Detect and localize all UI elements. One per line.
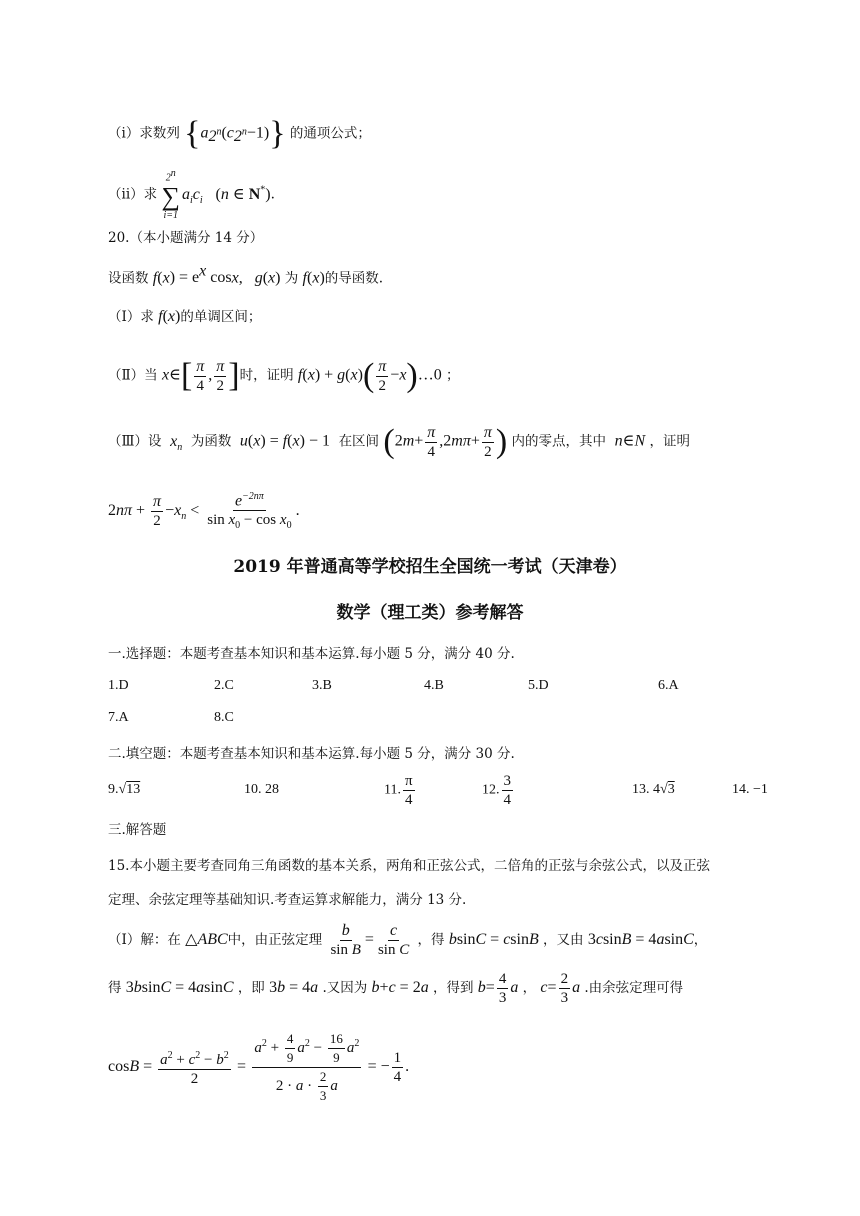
choice-answer: 7.A: [108, 710, 129, 725]
q15-solution-line-2: 得 3bsinC = 4asinC ，即 3b = 4a .又因为 b+c = 2a ，得到 b= $\frac{4}{3}$ a ， c= $\frac{2}{3}$ a .由余弦定理可得: [108, 971, 684, 1006]
q20-part-1: （Ⅰ）求 f(x)的单调区间；: [108, 308, 262, 325]
section-fill-header: 二.填空题：本题考查基本知识和基本运算.每小题 5 分，满分 30 分.: [108, 746, 515, 762]
q15-cos-formula: cosB = $\frac{a^2 + c^2 - b^2}{2}$ = $a^2$ + $\frac{4}{9}$ $a^2$ − $\frac{16}{9}$ $a^2$ 2 · a · $\frac{2}{3}$ a = − $\frac{1}{4}$ .: [108, 1031, 410, 1103]
section-solution-header: 三.解答题: [108, 822, 167, 838]
q15-solution-line-1: （Ⅰ）解：在 △ABC中，由正弦定理 $\frac{b}{\text{sin B}}$ = $\frac{c}{\text{sin C}}$ ，得 bsinC = csinB ，又由 3csinB = 4asinC，: [108, 922, 708, 958]
choice-answer: 6.A: [658, 678, 679, 693]
q19-part-i: （i）求数列 $\{a_{2^n}(c_{2^n}-1)\}$ 的通项公式；: [108, 115, 371, 152]
sigma-sum: 2$^n$ ∑ i=1: [161, 168, 180, 222]
q20-header: 20.（本小题满分 14 分）: [108, 230, 264, 246]
fill-answer-9: 9.√13: [108, 782, 141, 797]
q20-part-3-inequality: 2nπ + $\frac{\pi}{2}$ $-x_n$ < $\frac{e^{-2n\pi}}{\sin x_0 - \cos x_0}$ .: [108, 488, 300, 535]
q19-part-ii: （ii）求 2$^n$ ∑ i=1 $a_ic_i$ (n ∈ N*).: [108, 168, 275, 222]
q15-intro: 15.本小题主要考查同角三角函数的基本关系，两角和正弦公式，二倍角的正弦与余弦公式，以及正弦: [108, 858, 710, 874]
fill-answer-11: 11. $\frac{\pi}{4}$: [384, 773, 413, 808]
fill-answer-12: 12. $\frac{3}{4}$: [482, 773, 511, 808]
fill-answer-14: 14. −1: [732, 782, 768, 797]
fill-answer-13: 13. 4√3: [632, 782, 675, 797]
answer-title: 数学（理工类）参考解答: [336, 603, 524, 623]
choice-answer: 2.C: [214, 678, 234, 693]
choice-answer: 4.B: [424, 678, 444, 693]
q20-part-2: （Ⅱ）当 x∈[ $\frac{\pi}{4}$ , $\frac{\pi}{2}$ ]时，证明 f(x) + g(x)( $\frac{\pi}{2}$ −x)…0 ；: [108, 357, 460, 394]
section-choice-header: 一.选择题：本题考查基本知识和基本运算.每小题 5 分，满分 40 分.: [108, 646, 515, 662]
choice-answer: 3.B: [312, 678, 332, 693]
q20-part-3: （Ⅲ）设 $x_n$ 为函数 u(x) = f(x) − 1 在区间 (2m+ $\frac{\pi}{4}$ ,2mπ+ $\frac{\pi}{2}$ ) 内的零点，其中 n∈N ，证明: [108, 423, 690, 460]
q15-intro: 定理、余弦定理等基础知识.考查运算求解能力，满分 13 分.: [108, 892, 467, 908]
choice-answer: 8.C: [214, 710, 234, 725]
fill-answer-10: 10. 28: [244, 782, 279, 797]
q20-setup: 设函数 $f(x) = e^x$ cosx, g(x) 为 f(x)的导函数.: [108, 263, 384, 287]
exam-title: 2019 年普通高等学校招生全国统一考试（天津卷）: [233, 557, 627, 577]
choice-answer: 1.D: [108, 678, 129, 693]
choice-answer: 5.D: [528, 678, 549, 693]
